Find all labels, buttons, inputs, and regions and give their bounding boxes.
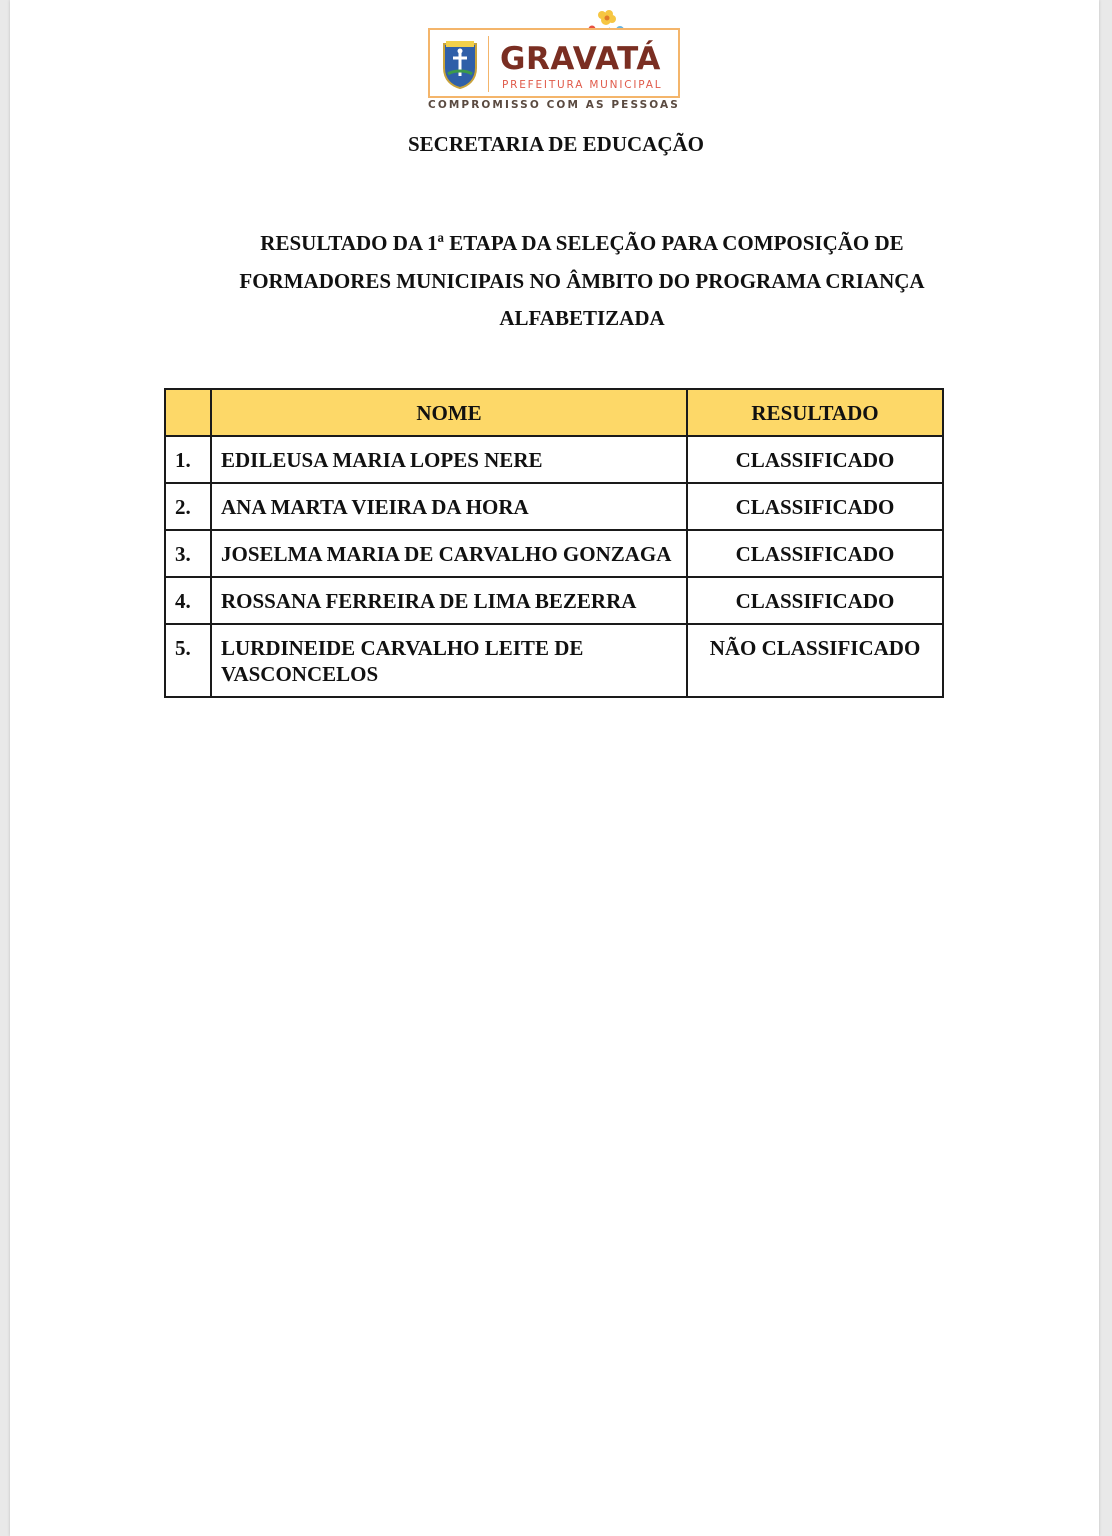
table-header-row (165, 389, 943, 436)
row-number: 2. (165, 483, 211, 530)
candidate-result: NÃO CLASSIFICADO (687, 624, 943, 697)
candidate-name: JOSELMA MARIA DE CARVALHO GONZAGA (211, 530, 687, 577)
candidate-name: ROSSANA FERREIRA DE LIMA BEZERRA (211, 577, 687, 624)
row-number: 1. (165, 436, 211, 483)
title-line-3: ALFABETIZADA (499, 306, 665, 330)
candidate-result: CLASSIFICADO (687, 483, 943, 530)
candidate-name: ANA MARTA VIEIRA DA HORA (211, 483, 687, 530)
row-number: 5. (165, 624, 211, 697)
title-line-1: RESULTADO DA 1ª ETAPA DA SELEÇÃO PARA COMPOSIÇÃO DE (260, 231, 904, 255)
logo-frame (428, 28, 680, 98)
candidate-name: LURDINEIDE CARVALHO LEITE DE VASCONCELOS (211, 624, 687, 697)
table-row (165, 436, 943, 483)
logo-divider (488, 36, 489, 92)
document-title (205, 225, 959, 338)
candidate-result: CLASSIFICADO (687, 577, 943, 624)
prefeitura-logo (426, 10, 686, 120)
candidate-result: CLASSIFICADO (687, 436, 943, 483)
title-line-2: FORMADORES MUNICIPAIS NO ÂMBITO DO PROGRAMA CRIANÇA (239, 268, 925, 293)
column-header-result: RESULTADO (687, 389, 943, 436)
table-row (165, 483, 943, 530)
slogan: COMPROMISSO COM AS PESSOAS (428, 99, 680, 111)
brand-name: GRAVATÁ (500, 41, 661, 77)
table-row (165, 624, 943, 697)
document-page (10, 0, 1099, 1536)
table-row (165, 577, 943, 624)
column-header-name: NOME (211, 389, 687, 436)
brand-subtitle: PREFEITURA MUNICIPAL (502, 79, 663, 91)
row-number: 3. (165, 530, 211, 577)
row-number: 4. (165, 577, 211, 624)
candidate-result: CLASSIFICADO (687, 530, 943, 577)
column-header-number (165, 389, 211, 436)
crest-icon (440, 38, 480, 90)
results-table (164, 388, 944, 698)
candidate-name: EDILEUSA MARIA LOPES NERE (211, 436, 687, 483)
table-row (165, 530, 943, 577)
department-heading: SECRETARIA DE EDUCAÇÃO (408, 132, 704, 156)
